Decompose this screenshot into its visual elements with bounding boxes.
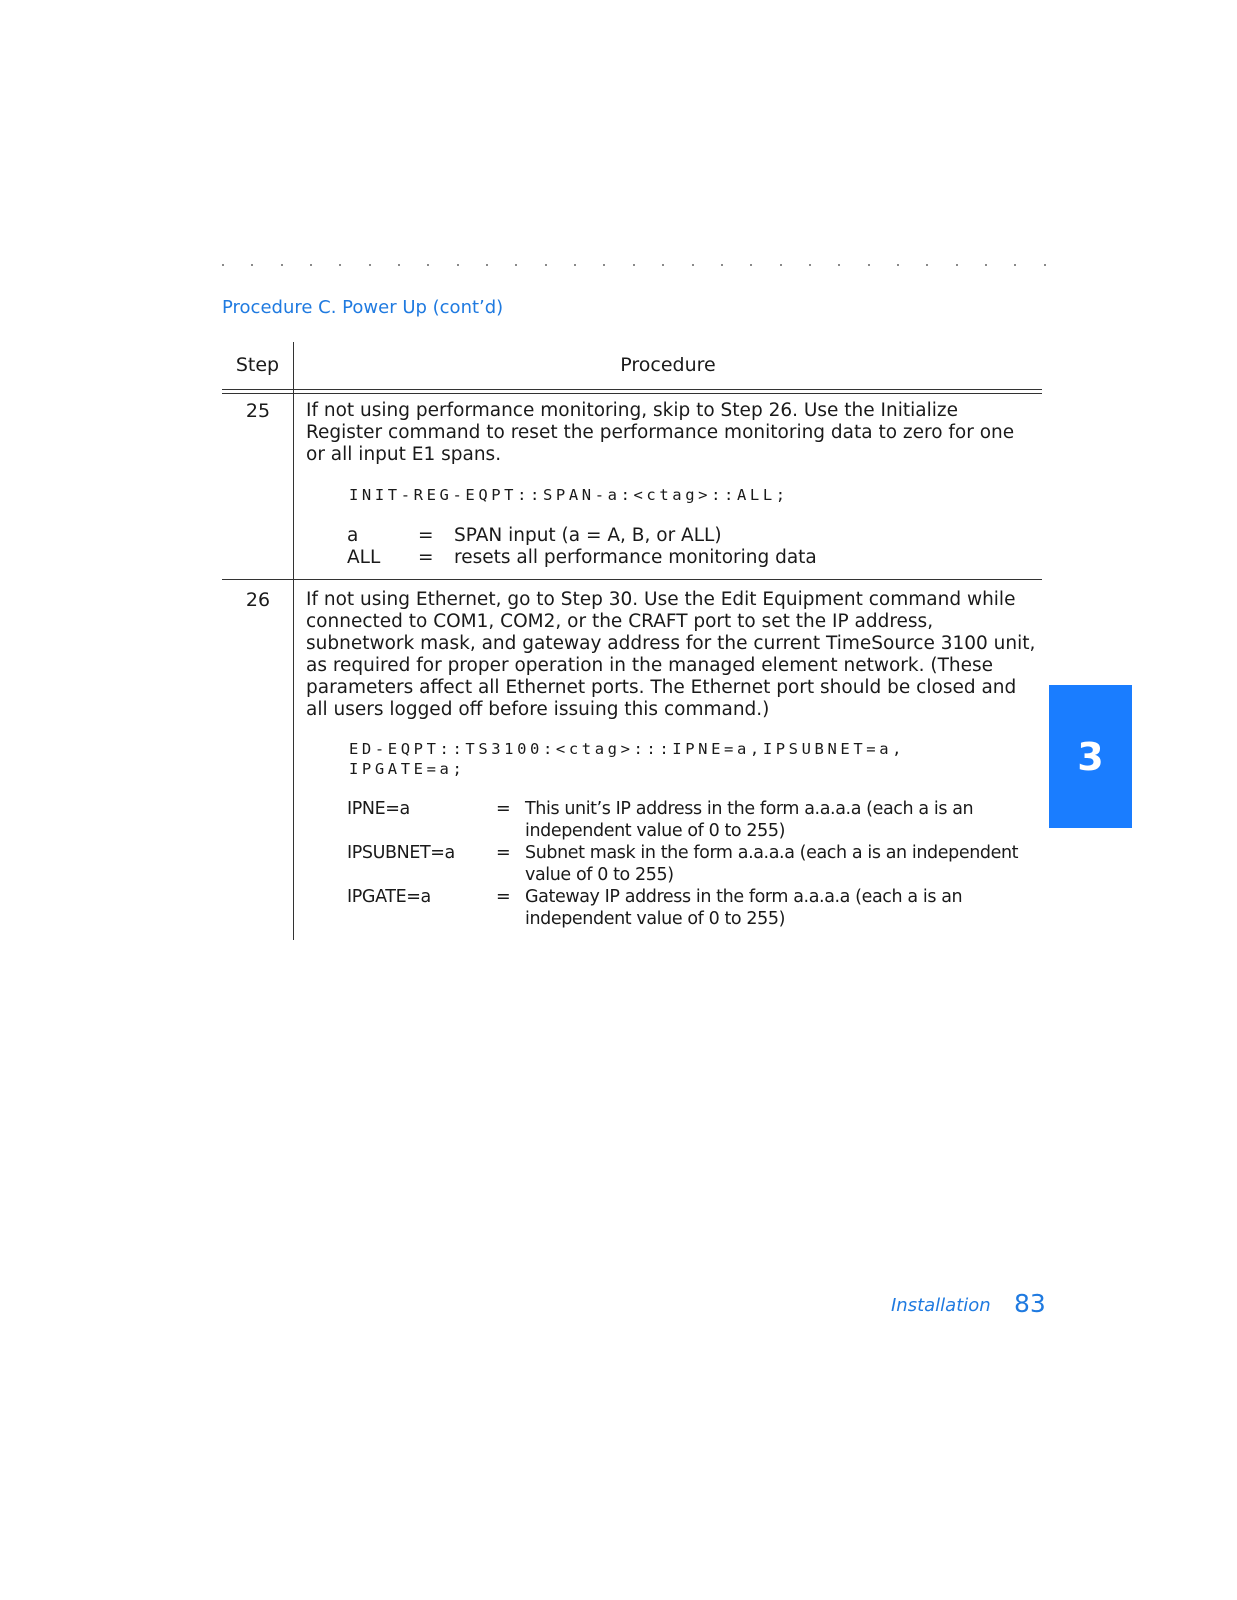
param-name: ALL: [347, 547, 381, 568]
chapter-number: 3: [1077, 734, 1104, 779]
step-number: 25: [245, 400, 271, 422]
param-equals: =: [418, 525, 434, 546]
command-code-line-1: ED-EQPT::TS3100:<ctag>:::IPNE=a,IPSUBNET=a,: [349, 740, 906, 758]
row-separator: [222, 579, 1042, 580]
procedure-title: Procedure C. Power Up (cont’d): [222, 297, 504, 318]
step-number: 26: [245, 589, 271, 611]
header-rule-top: [222, 389, 1042, 390]
column-divider: [293, 342, 294, 940]
command-code-line-2: IPGATE=a;: [349, 760, 466, 778]
param-equals: =: [496, 843, 511, 863]
param-description: Subnet mask in the form a.a.a.a (each a is an independent value of 0 to 255): [525, 843, 1019, 885]
procedure-table: [222, 342, 1042, 940]
step-text: If not using performance monitoring, skip to Step 26. Use the Initialize Register command to reset the performance monitoring data to zero for one or all input E1 spans.: [306, 400, 1015, 465]
param-description: SPAN input (a = A, B, or ALL): [454, 525, 722, 546]
header-procedure: Procedure: [620, 354, 716, 376]
command-code: INIT-REG-EQPT::SPAN-a:<ctag>::ALL;: [349, 486, 789, 504]
param-description: Gateway IP address in the form a.a.a.a (each a is an independent value of 0 to 255): [525, 887, 963, 929]
param-name: IPSUBNET=a: [347, 843, 455, 863]
chapter-tab: [1049, 685, 1132, 828]
param-description: This unit’s IP address in the form a.a.a.a (each a is an independent value of 0 to 255): [525, 799, 974, 841]
param-name: IPGATE=a: [347, 887, 431, 907]
page-number: 83: [1014, 1289, 1046, 1318]
param-name: IPNE=a: [347, 799, 410, 819]
header-step: Step: [235, 354, 280, 376]
footer-section-label: Installation: [891, 1295, 991, 1316]
param-equals: =: [418, 547, 434, 568]
param-name: a: [347, 525, 359, 546]
dotted-rule: [222, 262, 1046, 268]
param-equals: =: [496, 799, 511, 819]
param-equals: =: [496, 887, 511, 907]
step-text: If not using Ethernet, go to Step 30. Use the Edit Equipment command while connected to COM1, COM2, or the CRAFT port to set the IP address, subnetwork mask, and gateway address for the current TimeSource 3100 unit, as required for proper operation in the managed element network. (These parameters affect all Ethernet ports. The Ethernet port should be closed and all users logged off before issuing this command.): [306, 589, 1036, 720]
param-description: resets all performance monitoring data: [454, 547, 817, 568]
header-rule-bottom: [222, 393, 1042, 394]
